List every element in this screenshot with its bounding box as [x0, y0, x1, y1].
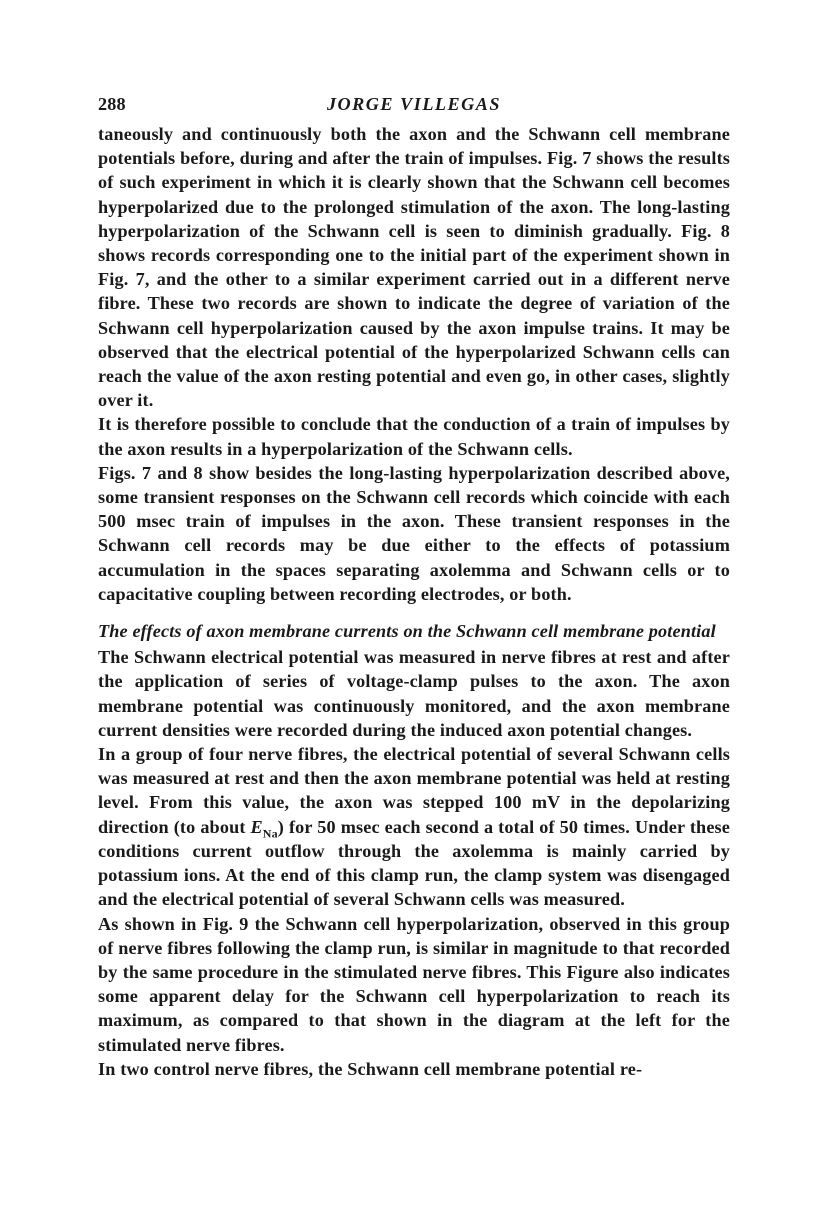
paragraph-continuation: taneously and continuously both the axon and the Schwann cell membrane potentials before, during and after the train of impulses. Fig. 7 shows the results of such experiment in which it is clearly shown that the Schwann cell becomes hyperpolarized due to the prolonged stimulation of the axon. The long-lasting hyperpolarization of the Schwann cell is seen to diminish gradually. Fig. 8 shows records corresponding one to the initial part of the experiment shown in Fig. 7, and the other to a similar experiment carried out in a different nerve fibre. These two records are shown to indicate the degree of variation of the Schwann cell hyperpolarization caused by the axon impulse trains. It may be observed that the electrical potential of the hyperpolarized Schwann cells can reach the value of the axon resting potential and even go, in other cases, slightly over it. [98, 124, 730, 411]
page-header [98, 92, 730, 118]
paragraph-conclusion: It is therefore possible to conclude that the conduction of a train of impulses by the axon results in a hyperpolarization of the Schwann cells. [98, 414, 730, 459]
section-heading: The effects of axon membrane currents on the Schwann cell membrane potential [98, 621, 716, 642]
running-head: JORGE VILLEGAS [326, 94, 502, 114]
clamp-text-part2: ) for 50 msec each second a total of 50 times. Under these conditions current outflow through the axolemma is mainly carried by potassium ions. At the end of this clamp run, the clamp system was disengaged and the electrical potential of several Schwann cells was measured. [98, 816, 730, 910]
page-number: 288 [98, 94, 126, 114]
paragraph-control: In two control nerve fibres, the Schwann cell membrane potential re- [98, 1058, 643, 1079]
page [98, 92, 730, 1081]
paragraph-fig9: As shown in Fig. 9 the Schwann cell hyperpolarization, observed in this group of nerve fibres following the clamp run, is similar in magnitude to that recorded by the same procedure in the stimulated nerve fibres. This Figure also indicates some apparent delay for the Schwann cell hyperpolarization to reach its maximum, as compared to that shown in the diagram at the left for the stimulated nerve fibres. [98, 913, 730, 1055]
e-na-subscript: Na [262, 826, 278, 841]
clamp-text-part1: In a group of four nerve fibres, the electrical potential of several Schwann cells was measured at rest and then the axon membrane potential was held at resting level. From this value, the axon was stepped 100 mV in the depolarizing direction (to about [98, 744, 730, 837]
paragraph-clamp-run [98, 742, 730, 911]
e-na-symbol: E [250, 816, 263, 837]
paragraph-methods: The Schwann electrical potential was measured in nerve fibres at rest and after the application of series of voltage-clamp pulses to the axon. The axon membrane potential was continuously monitored, and the axon membrane current densities were recorded during the induced axon potential changes. [98, 647, 730, 740]
paragraph-transient-responses: Figs. 7 and 8 show besides the long-lasting hyperpolarization described above, some transient responses on the Schwann cell records which coincide with each 500 msec train of impulses in the axon. These transient responses in the Schwann cell records may be due either to the effects of potassium accumulation in the spaces separating axolemma and Schwann cells or to capacitative coupling between recording electrodes, or both. [98, 462, 730, 604]
